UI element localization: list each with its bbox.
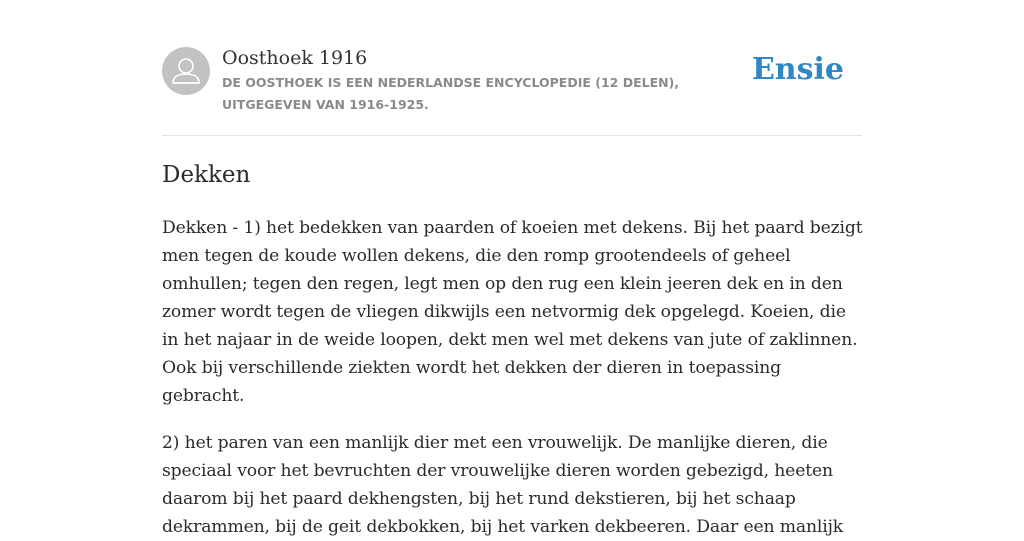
ensie-logo[interactable]: Ensie	[751, 52, 844, 87]
source-title[interactable]: Oosthoek 1916	[222, 47, 368, 69]
user-icon	[162, 47, 210, 95]
source-header	[162, 46, 862, 136]
source-description: DE OOSTHOEK IS EEN NEDERLANDSE ENCYCLOPEDIE (12 DELEN), UITGEGEVEN VAN 1916-1925.	[222, 75, 680, 112]
header-divider	[162, 135, 862, 136]
avatar[interactable]	[162, 47, 210, 95]
article	[162, 156, 864, 541]
article-title: Dekken	[162, 162, 251, 188]
article-paragraph: 2) het paren van een manlijk dier met een vrouwelijk. De manlijke dieren, die speciaal voor het bevruchten der vrouwelijke dieren worden gebezigd, heeten daarom bij het paard dekhengsten, bij het rund dekstieren, bij het schaap dekrammen, bij de geit dekbokken, bij het varken dekbeeren. Daar een manlijk	[162, 433, 844, 537]
article-paragraph: Dekken - 1) het bedekken van paarden of koeien met dekens. Bij het paard bezigt men tegen de koude wollen dekens, die den romp grootendeels of geheel omhullen; tegen den regen, legt men op den rug een klein jeeren dek en in den zomer wordt tegen de vliegen dikwijls een netvormig dek opgelegd. Koeien, die in het najaar in de weide loopen, dekt men wel met dekens van jute of zaklinnen. Ook bij verschillende ziekten wordt het dekken der dieren in toepassing gebracht.	[162, 218, 863, 406]
